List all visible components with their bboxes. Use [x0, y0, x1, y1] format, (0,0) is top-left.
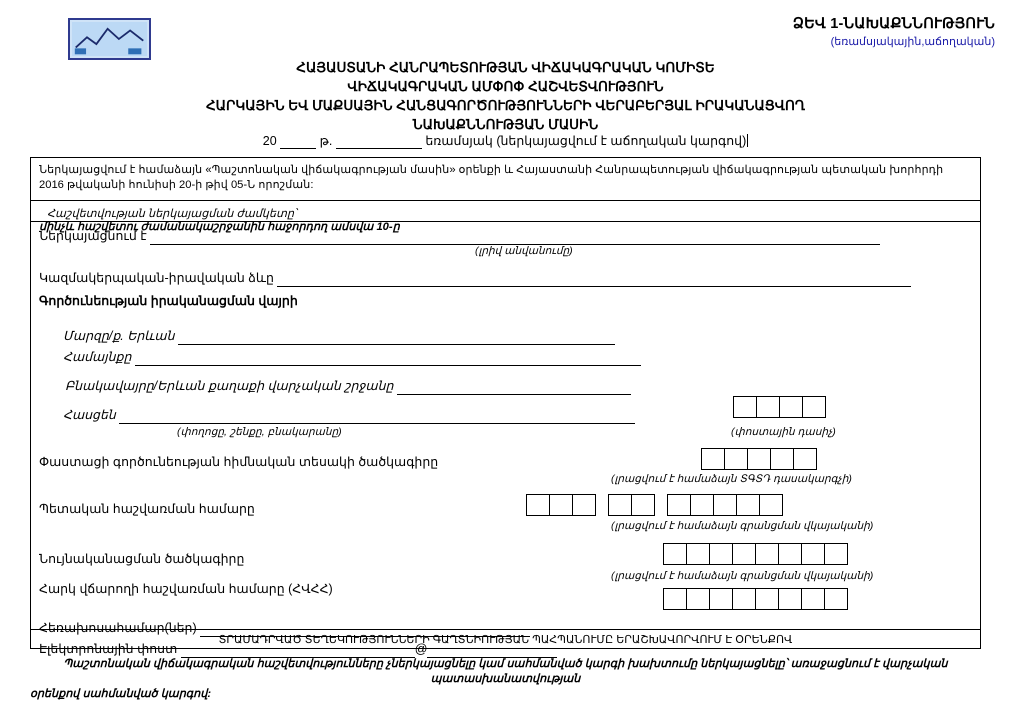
state-registration-cells-group3[interactable] [667, 494, 783, 516]
submitted-by-input[interactable] [150, 231, 880, 245]
taxpayer-cell[interactable] [824, 588, 848, 610]
state-registration-hint: (լրացվում է համաձայն գրանցման վկայականի) [611, 520, 874, 532]
form-type-block [793, 16, 995, 48]
submitted-by-label: Ներկայացնում է [39, 229, 147, 243]
identification-code-cells[interactable] [663, 543, 848, 565]
community-label: Համայնքը [63, 350, 132, 364]
taxpayer-cell[interactable] [732, 588, 756, 610]
field-activity-code [39, 454, 438, 469]
state-reg-cell[interactable] [526, 494, 550, 516]
field-marz [63, 328, 615, 345]
postal-cell[interactable] [802, 396, 826, 418]
deadline-value: մինչև հաշվետու ժամանակաշրջանին հաջորդող ամսվա 10-ը [39, 221, 400, 233]
activity-code-cell[interactable] [747, 448, 771, 470]
identification-cell[interactable] [709, 543, 733, 565]
address-label: Հասցեն [63, 408, 116, 422]
title-line-4: ՆԱԽԱՔՆՆՈՒԹՅԱՆ ՄԱՍԻՆ [412, 117, 599, 132]
confidentiality-notice: ՏՐԱՄԱԴՐՎԱԾ ՏԵՂԵԿՈՒԹՅՈՒՆՆԵՐԻ ԳԱՂՏՆԻՈՒԹՅԱՆ ՊԱՀՊԱՆՈՒՄԸ ԵՐԱՇԽԱՎՈՐՎՈՒՄ Է ՕՐԵՆՔՈՎ [31, 629, 980, 648]
legal-form-label: Կազմակերպական-իրավական ձևը [39, 271, 274, 285]
liability-note-line-1: Պաշտոնական վիճակագրական հաշվետվությունները չներկայացնելը կամ սահմանված կարգի խախտումը ներկայացնելը՝ առաջացնում է վարչական պատասխանատվության [63, 658, 948, 685]
legal-basis-note: Ներկայացվում է համաձայն «Պաշտոնական վիճակագրության մասին» օրենքի և Հայաստանի Հանրապետության վիճակագրության պետական խորհրդի 2016 թվականի հունիսի 20-ի թիվ 05-Ն որոշման: [39, 164, 944, 191]
legal-form-input[interactable] [277, 273, 911, 287]
activity-code-hint: (լրացվում է համաձայն ՏԳՏԴ դասակարգչի) [611, 473, 852, 485]
identification-cell[interactable] [663, 543, 687, 565]
text-cursor [747, 134, 748, 147]
taxpayer-cell[interactable] [801, 588, 825, 610]
date-suffix: թ. [319, 134, 333, 148]
form-body-box [30, 157, 981, 656]
form-type-title: ՁԵՎ 1-ՆԱԽԱՔՆՆՈՒԹՅՈՒՆ [792, 16, 995, 32]
state-reg-cell[interactable] [690, 494, 714, 516]
administrative-liability-note [30, 657, 981, 702]
logo-graphic [72, 22, 147, 56]
email-at-symbol: @ [414, 642, 428, 656]
taxpayer-cell[interactable] [686, 588, 710, 610]
identification-code-label: Նույնականացման ծածկագիրը [39, 552, 245, 566]
field-submitted-by [39, 228, 880, 245]
quarter-input[interactable] [336, 134, 422, 149]
field-settlement [65, 378, 631, 395]
period-label: եռամսյակ (ներկայացվում է աճողական կարգով) [425, 134, 747, 148]
state-registration-cells-group2[interactable] [608, 494, 655, 516]
title-line-3: ՀԱՐԿԱՅԻՆ ԵՎ ՄԱՔՍԱՅԻՆ ՀԱՆՑԱԳՈՐԾՈՒԹՅՈՒՆՆԵՐԻ ՎԵՐԱԲԵՐՅԱԼ ԻՐԱԿԱՆԱՑՎՈՂ [205, 98, 806, 113]
state-registration-cells-group1[interactable] [526, 494, 596, 516]
identification-cell[interactable] [824, 543, 848, 565]
address-input[interactable] [119, 410, 635, 424]
statistics-committee-logo [68, 18, 151, 60]
deadline-label: Հաշվետվության ներկայացման ժամկետը՝ [47, 208, 297, 220]
liability-note-line-2: օրենքով սահմանված կարգով: [30, 688, 212, 700]
email-label: Էլեկտրոնային փոստ [39, 642, 178, 656]
settlement-input[interactable] [397, 381, 631, 395]
identification-cell[interactable] [732, 543, 756, 565]
document-title [0, 58, 1011, 134]
activity-code-cell[interactable] [724, 448, 748, 470]
state-reg-cell[interactable] [713, 494, 737, 516]
title-line-1: ՀԱՅԱՍՏԱՆԻ ՀԱՆՐԱՊԵՏՈՒԹՅԱՆ ՎԻՃԱԿԱԳՐԱԿԱՆ ԿՈՄԻՏԵ [296, 60, 715, 75]
postal-cell[interactable] [733, 396, 757, 418]
identification-cell[interactable] [686, 543, 710, 565]
activity-location-header: Գործունեության իրականացման վայրի [39, 294, 298, 308]
field-state-registration [39, 501, 255, 516]
settlement-label: Բնակավայրը/Երևան քաղաքի վարչական շրջանը [65, 379, 394, 393]
identification-cell[interactable] [801, 543, 825, 565]
taxpayer-number-label: Հարկ վճարողի հաշվառման համարը (ՀՎՀՀ) [39, 582, 333, 596]
field-identification-code [39, 551, 244, 566]
state-reg-cell[interactable] [759, 494, 783, 516]
state-registration-label: Պետական հաշվառման համարը [39, 502, 255, 516]
taxpayer-cell[interactable] [755, 588, 779, 610]
postal-code-cells[interactable] [733, 396, 826, 418]
field-legal-form [39, 270, 911, 287]
title-line-2: ՎԻՃԱԿԱԳՐԱԿԱՆ ԱՄՓՈՓ ՀԱՇՎԵՏՎՈՒԹՅՈՒՆ [347, 79, 664, 94]
activity-code-cells[interactable] [701, 448, 817, 470]
identification-code-hint: (լրացվում է համաձայն գրանցման վկայականի) [611, 570, 874, 582]
activity-code-cell[interactable] [701, 448, 725, 470]
state-reg-cell[interactable] [549, 494, 573, 516]
field-taxpayer-number [39, 581, 333, 596]
date-prefix: 20 [262, 134, 277, 148]
activity-code-cell[interactable] [770, 448, 794, 470]
taxpayer-cell[interactable] [663, 588, 687, 610]
address-hint: (փողոցը, շենքը, բնակարանը) [177, 426, 342, 438]
state-reg-cell[interactable] [608, 494, 632, 516]
marz-label: Մարզը/ք. Երևան [63, 329, 175, 343]
field-community [63, 349, 641, 366]
phones-label: Հեռախոսահամար(ներ) [39, 621, 197, 635]
postal-cell[interactable] [756, 396, 780, 418]
activity-code-label: Փաստացի գործունեության հիմնական տեսակի ծածկագիրը [39, 455, 439, 469]
year-input[interactable] [280, 134, 316, 149]
submission-deadline-bar [31, 200, 980, 233]
state-reg-cell[interactable] [572, 494, 596, 516]
taxpayer-cell[interactable] [709, 588, 733, 610]
state-reg-cell[interactable] [631, 494, 655, 516]
form-type-subtitle: (եռամսյակային,աճողական) [830, 36, 995, 48]
identification-cell[interactable] [778, 543, 802, 565]
identification-cell[interactable] [755, 543, 779, 565]
taxpayer-cell[interactable] [778, 588, 802, 610]
state-reg-cell[interactable] [667, 494, 691, 516]
state-reg-cell[interactable] [736, 494, 760, 516]
postal-cell[interactable] [779, 396, 803, 418]
community-input[interactable] [135, 352, 641, 366]
activity-code-cell[interactable] [793, 448, 817, 470]
taxpayer-number-cells[interactable] [663, 588, 848, 610]
reporting-period-line [0, 133, 1011, 149]
submitted-by-hint: (լրիվ անվանումը) [475, 245, 573, 257]
field-address [63, 407, 635, 424]
marz-input[interactable] [178, 331, 615, 345]
postal-code-hint: (փոստային դասիչ) [731, 426, 836, 438]
